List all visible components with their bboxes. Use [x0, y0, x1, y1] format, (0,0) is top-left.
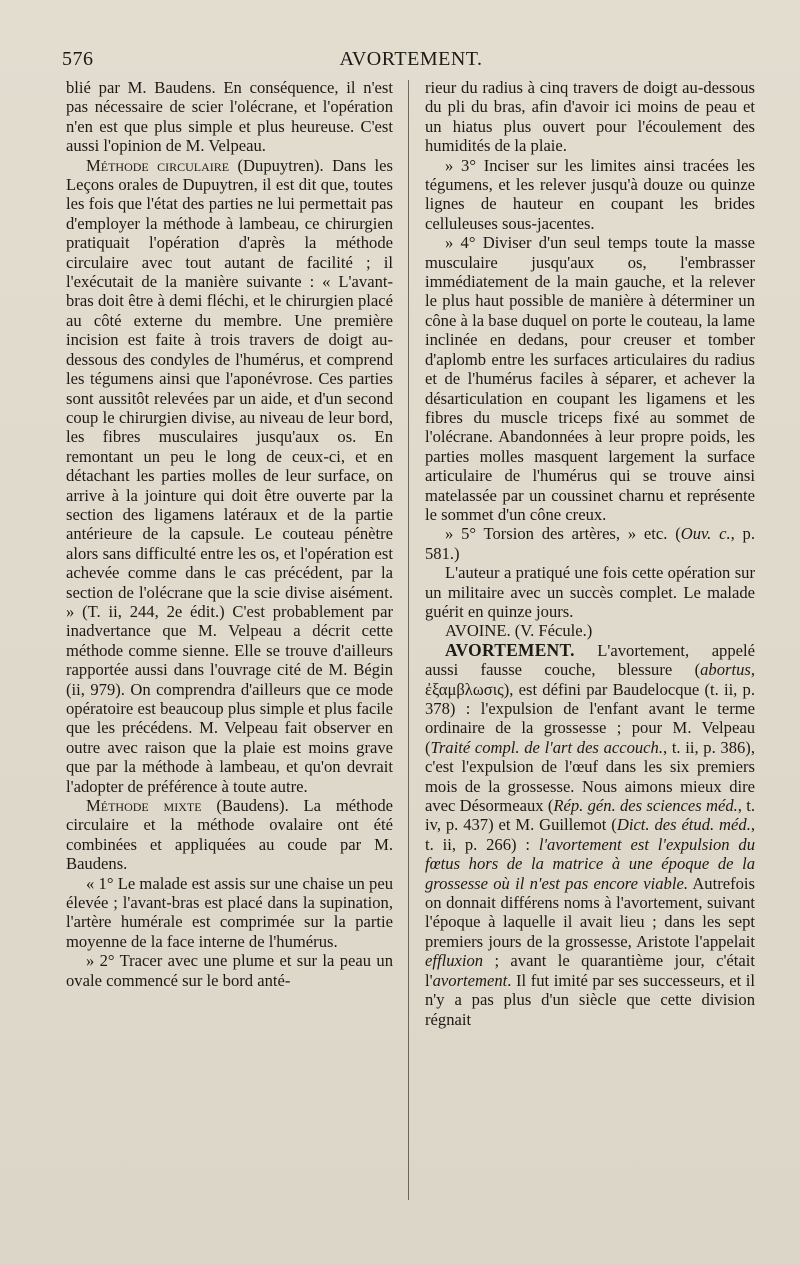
paragraph: blié par M. Baudens. En conséquence, il n'est pas nécessaire de scier l'olécrane, et l'opération n'en est que plus simple et plus heureuse. C'est aussi l'opinion de M. Velpeau.	[66, 78, 393, 156]
definition: l'avortement est l'expulsion du fœtus hors de la matrice à une époque de la grossesse où il n'est pas encore viable.	[425, 834, 755, 893]
paragraph	[425, 641, 755, 1029]
paragraph-text: , t. ii, p. 386), c'est l'expulsion de l'œuf dans les six premiers mois de la grossesse. Nous aimons mieux dire avec Désormeaux (	[425, 737, 755, 816]
paragraph	[425, 524, 755, 563]
paragraph: « 1° Le malade est assis sur une chaise un peu élevée ; l'avant-bras est placé dans la supination, l'artère humérale est comprimée sur la partie moyenne de la face interne de l'humérus.	[66, 873, 393, 951]
term: effluxion	[425, 951, 484, 971]
paragraph-text: » 5° Torsion des artères, » etc. (	[445, 524, 681, 544]
paragraph	[66, 156, 393, 796]
cross-reference: (V. Fécule.)	[510, 621, 593, 641]
paragraph: L'auteur a pratiqué une fois cette opération sur un militaire avec un succès complet. Le malade guérit en quinze jours.	[425, 563, 755, 621]
paragraph-text: , t. iv, p. 437) et M. Guillemot (	[425, 796, 755, 835]
entry-heading: AVOINE.	[445, 621, 511, 641]
paragraph-text: Autrefois on donnait différens noms à l'avortement, suivant l'époque à laquelle il avait lieu ; dans les sept premiers jours de la grossesse, Aristote l'appelait	[425, 873, 755, 951]
paragraph: » 3° Inciser sur les limites ainsi tracées les tégumens, et les relever jusqu'à douze ou quinze lignes de hauteur en coupant les brides celluleuses sous-jacentes.	[425, 155, 755, 233]
paragraph	[425, 621, 755, 640]
right-column	[425, 78, 755, 1029]
citation: Rép. gén. des sciences méd.	[553, 796, 738, 816]
paragraph: » 2° Tracer avec une plume et sur la peau un ovale commencé sur le bord anté-	[66, 951, 393, 990]
paragraph-text: L'avortement, appelé aussi fausse couche, blessure (	[425, 640, 755, 680]
section-heading: Méthode circulaire	[86, 155, 230, 175]
paragraph: rieur du radius à cinq travers de doigt au-dessous du pli du bras, afin d'avoir ici moins de peau et un hiatus plus ouvert pour l'écoulement des humidités de la plaie.	[425, 78, 755, 156]
paragraph-text: , ἐξαμβλωσις), est défini par Baudelocque (t. ii, p. 378) : l'expulsion de l'enfant avant le terme ordinaire de la grossesse ; pour M. Velpeau (	[425, 660, 755, 757]
paragraph-text: , p. 581.)	[425, 524, 755, 563]
paragraph-text: ; avant le quarantième jour, c'était l'	[425, 951, 755, 990]
citation: Dict. des étud. méd.	[616, 815, 751, 835]
paragraph-text: (Baudens). La méthode circulaire et la méthode ovalaire ont été combinées et appliquées au coude par M. Baudens.	[66, 796, 393, 874]
citation: abortus	[700, 660, 751, 680]
paragraph-text: , t. ii, p. 266) :	[425, 815, 755, 854]
citation: Traité compl. de l'art des accouch.	[430, 737, 663, 757]
paragraph: » 4° Diviser d'un seul temps toute la masse musculaire jusqu'aux os, l'embrasser immédiatement de la main gauche, et la relever le plus haut possible de manière à déterminer un cône à la base duquel on porte le couteau, la lame inclinée en dedans, pour creuser et tomber d'aplomb entre les surfaces articulaires du radius et de l'humérus faciles à séparer, et achever la désarticulation en coupant les ligamens et les fibres du muscle triceps fixé au sommet de l'olécrane. Abandonnées à leur propre poids, les parties molles masquent largement la surface articulaire de l'humérus qui se trouve ainsi matelassée par un coussinet charnu et représente le sommet d'un cône creux.	[425, 233, 755, 524]
paragraph-text: (Dupuytren). Dans les Leçons orales de Dupuytren, il est dit que, toutes les fois que l'état des parties ne lui permettait pas d'employer la méthode à lambeau, ce chirurgien pratiquait l'opération d'après la méthode circulaire avec tout autant de facilité ; il l'exécutait de la manière suivante : « L'avant-bras doit être à demi fléchi, et le chirurgien placé au côté externe du membre. Une première incision est faite à trois travers de doigt au-dessous des condyles de l'humérus, et comprend les tégumens ainsi que l'aponévrose. Ces parties sont aussitôt relevées par un aide, et d'un second coup le chirurgien divise, au niveau de leur bord, les fibres musculaires jusqu'aux os. En remontant un peu le long de ceux-ci, et en détachant les parties molles de leur surface, on arrive à la jointure qui doit être ouverte par la section des ligamens latéraux et de la partie antérieure de la capsule. Le couteau pénètre alors sans difficulté entre les os, et l'opération est achevée comme dans le cas précédent, par la section de l'olécrane que la scie divise aisément. » (T. ii, 244, 2e édit.) C'est probablement par inadvertance que M. Velpeau a décrit cette méthode comme sienne. Elle se trouve d'ailleurs rapportée aussi dans l'ouvrage cité de M. Bégin (ii, 979). On comprendra d'ailleurs que ce mode opératoire est beaucoup plus simple et plus facile que les précédens. M. Velpeau fait observer en outre avec raison que la plaie est moins grave que par la méthode à lambeau, et qu'on devrait l'adopter de préférence à toute autre.	[66, 155, 393, 796]
page-header	[62, 48, 760, 76]
left-column	[66, 78, 393, 990]
term: avortement	[432, 970, 508, 990]
citation: Ouv. c.	[680, 524, 731, 544]
paragraph	[66, 796, 393, 874]
page-number: 576	[62, 48, 94, 70]
section-heading: Méthode mixte	[86, 796, 202, 816]
entry-heading: AVORTEMENT.	[445, 639, 575, 660]
paragraph-text: . Il fut imité par ses successeurs, et il n'y a pas plus d'un siècle que cette division régnait	[425, 970, 755, 1029]
running-title: AVORTEMENT.	[339, 48, 483, 70]
column-divider	[408, 80, 409, 1200]
